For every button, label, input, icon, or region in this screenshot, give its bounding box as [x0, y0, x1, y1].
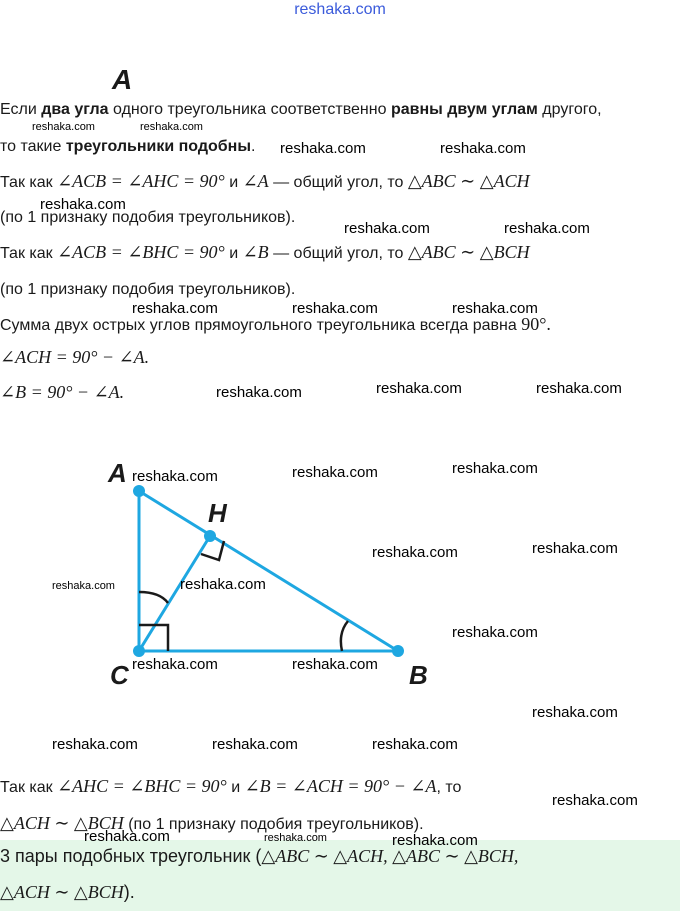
proof-line-7: △ACH ∼ △BCH (по 1 признаку подобия треугольников).: [0, 813, 424, 833]
proof-line-3: Так как ∠ACB = ∠BHC = 90° и ∠B — общий угол, то △ABC ∼ △BCH: [0, 242, 530, 262]
point-a: [133, 485, 145, 497]
watermark: reshaka.com: [536, 380, 622, 397]
answer-box: [0, 840, 680, 911]
proof-line-5: Сумма двух острых углов прямоугольного треугольника всегда равна 90°.: [0, 314, 551, 334]
task-letter: А: [112, 64, 133, 95]
watermark: reshaka.com: [372, 544, 458, 561]
watermark: reshaka.com: [132, 300, 218, 317]
watermark: reshaka.com: [392, 832, 478, 849]
label-c: C: [110, 660, 129, 690]
watermark: reshaka.com: [532, 704, 618, 721]
point-h: [204, 530, 216, 542]
watermark: reshaka.com: [180, 576, 266, 593]
watermark: reshaka.com: [52, 736, 138, 753]
watermark: reshaka.com: [440, 140, 526, 157]
rule-line-2: то такие треугольники подобны.: [0, 138, 256, 155]
answer-line-1: 3 пары подобных треугольник (△ABC ∼ △ACH, △ABC ∼ △BCH,: [0, 846, 519, 866]
answer-line-2: △ACH ∼ △BCH).: [0, 882, 135, 902]
formula-acd: ∠ACH = 90° − ∠A.: [0, 347, 150, 367]
watermark: reshaka.com: [372, 736, 458, 753]
watermark: reshaka.com: [504, 220, 590, 237]
rule-line-1: Если два угла одного треугольника соответственно равны двум углам другого,: [0, 101, 602, 118]
point-b: [392, 645, 404, 657]
proof-line-4: (по 1 признаку подобия треугольников).: [0, 281, 296, 298]
watermark: reshaka.com: [452, 624, 538, 641]
watermark: reshaka.com: [280, 140, 366, 157]
watermark: reshaka.com: [216, 384, 302, 401]
label-b: B: [409, 660, 428, 690]
angle-arc-c: [139, 592, 168, 603]
proof-line-2: (по 1 признаку подобия треугольников).: [0, 209, 296, 226]
proof-line-6: Так как ∠AHC = ∠BHC = 90° и ∠B = ∠ACH = 90° − ∠A, то: [0, 776, 462, 796]
site-link[interactable]: reshaka.com: [294, 1, 386, 18]
watermark: reshaka.com: [292, 656, 378, 673]
watermark: reshaka.com: [452, 300, 538, 317]
watermark: reshaka.com: [52, 580, 115, 592]
watermark: reshaka.com: [40, 196, 126, 213]
watermark: reshaka.com: [532, 540, 618, 557]
watermark: reshaka.com: [32, 121, 95, 133]
watermark: reshaka.com: [292, 464, 378, 481]
watermark: reshaka.com: [140, 121, 203, 133]
watermark: reshaka.com: [552, 792, 638, 809]
watermark: reshaka.com: [212, 736, 298, 753]
formula-b: ∠B = 90° − ∠A.: [0, 382, 125, 402]
label-a: A: [108, 458, 127, 488]
side-ab: [139, 491, 398, 651]
watermark: reshaka.com: [132, 656, 218, 673]
watermark: reshaka.com: [452, 460, 538, 477]
watermark: reshaka.com: [132, 468, 218, 485]
watermark: reshaka.com: [84, 828, 170, 845]
watermark: reshaka.com: [376, 380, 462, 397]
watermark: reshaka.com: [264, 832, 327, 844]
watermark: reshaka.com: [292, 300, 378, 317]
label-h: H: [208, 498, 227, 528]
angle-arc-b: [341, 621, 348, 651]
watermark: reshaka.com: [344, 220, 430, 237]
proof-line-1: Так как ∠ACB = ∠AHC = 90° и ∠A — общий угол, то △ABC ∼ △ACH: [0, 171, 530, 191]
